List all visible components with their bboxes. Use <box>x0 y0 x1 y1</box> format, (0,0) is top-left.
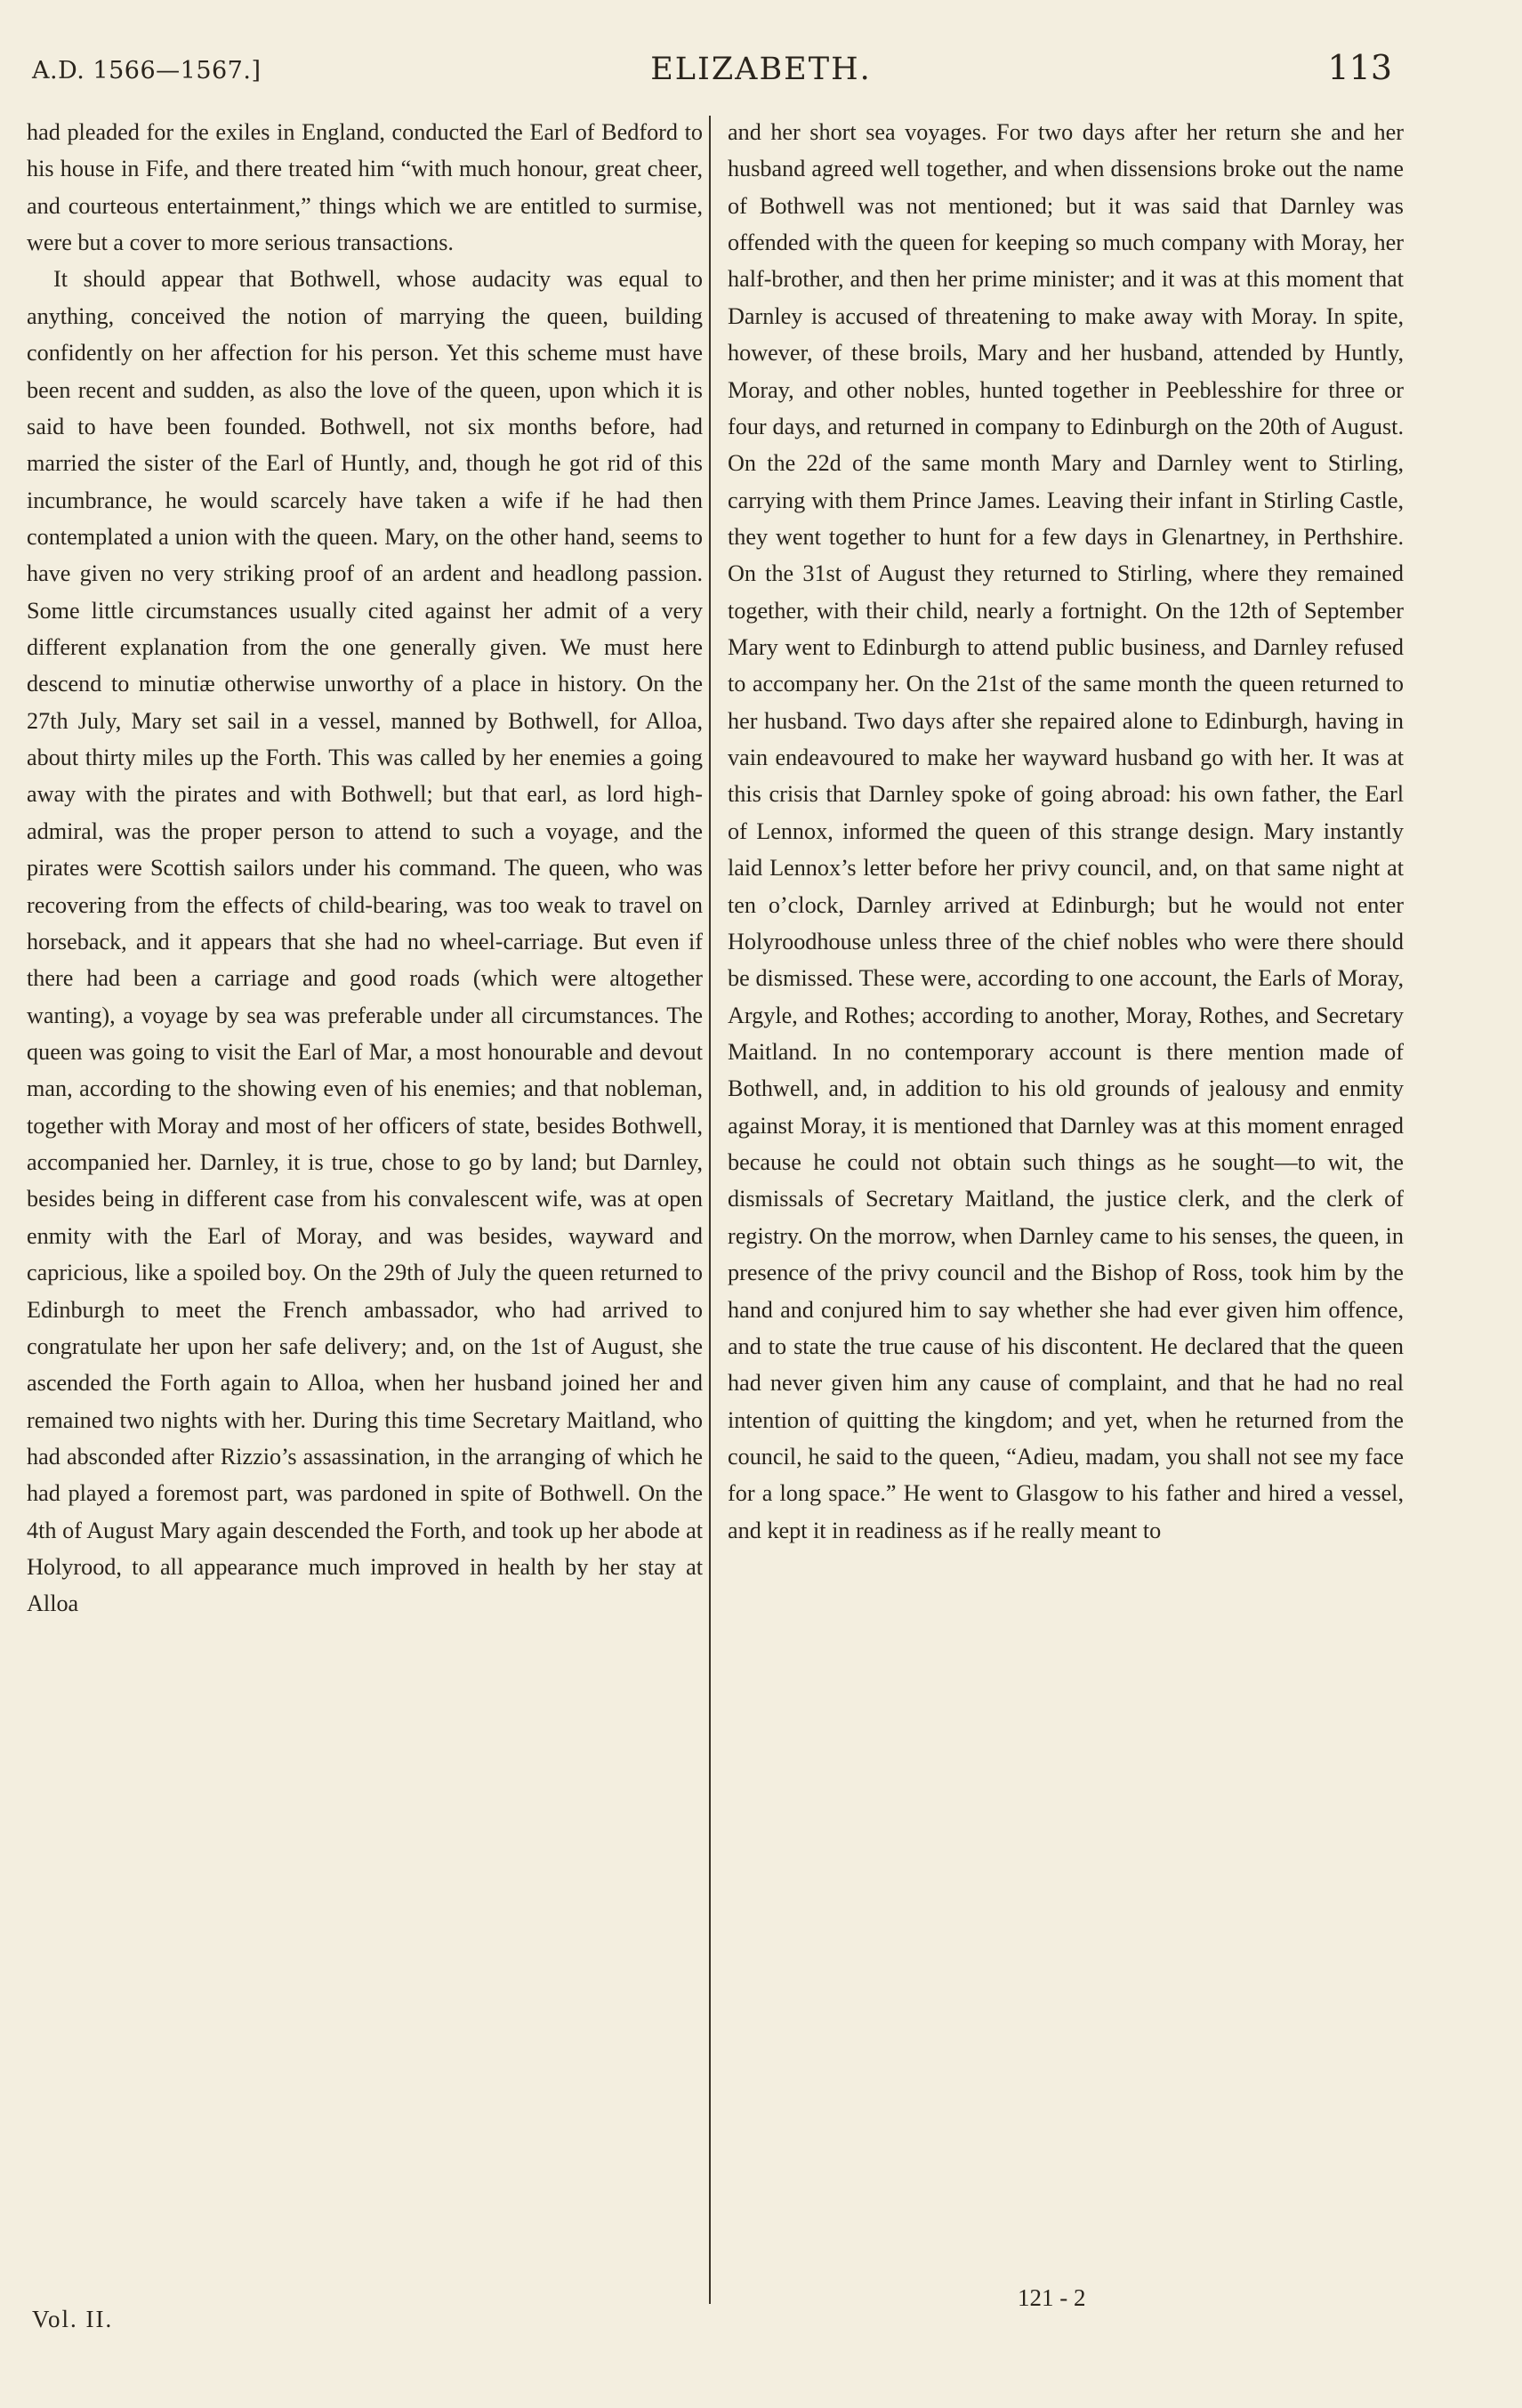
page-number: 113 <box>1327 48 1392 87</box>
left-column <box>27 114 703 2320</box>
paragraph: had pleaded for the exiles in England, conducted the Earl of Bedford to his house in Fife, and there treated him “with much honour, great cheer, and courteous entertainment,” things which we are entitled to surmise, were but a cover to more serious transactions. <box>27 119 703 256</box>
right-column <box>728 114 1404 2320</box>
paragraph: It should appear that Bothwell, whose audacity was equal to anything, conceived the notion of marrying the queen, building confidently on her affection for his person. Yet this scheme must have been recent and sudden, as also the love of the queen, upon which it is said to have been founded. Bothwell, not six months before, had married the sister of the Earl of Huntly, and, though he got rid of this incumbrance, he would scarcely have taken a wife if he had then contemplated a union with the queen. Mary, on the other hand, seems to have given no very striking proof of an ardent and headlong passion. Some little circumstances usually cited against her admit of a very different explanation from the one generally given. We must here descend to minutiæ otherwise unworthy of a place in history. On the 27th July, Mary set sail in a vessel, manned by Bothwell, for Alloa, about thirty miles up the Forth. This was called by her enemies a going away with the pirates and with Bothwell; but that earl, as lord high-admiral, was the proper person to attend to such a voyage, and the pirates were Scottish sailors under his command. The queen, who was recovering from the effects of child-bearing, was too weak to travel on horseback, and it appears that she had no wheel-carriage. But even if there had been a carriage and good roads (which were altogether wanting), a voyage by sea was preferable under all circumstances. The queen was going to visit the Earl of Mar, a most honourable and devout man, according to the showing even of his enemies; and that nobleman, together with Moray and most of her officers of state, besides Bothwell, accompanied her. Darnley, it is true, chose to go by land; but Darnley, besides being in different case from his convalescent wife, was at open enmity with the Earl of Moray, and was besides, wayward and capricious, like a spoiled boy. On the 29th of July the queen returned to Edinburgh to meet the French ambassador, who had arrived to congratulate her upon her safe delivery; and, on the 1st of August, she ascended the Forth again to Alloa, when her husband joined her and remained two nights with her. During this time Secretary Maitland, who had absconded after Rizzio’s assassination, in the arranging of which he had played a foremost part, was pardoned in spite of Bothwell. On the 4th of August Mary again descended the Forth, and took up her abode at Holyrood, to all appearance much improved in health by her stay at Alloa <box>27 266 703 1617</box>
volume-mark: Vol. II. <box>32 2306 114 2332</box>
header-dates: A.D. 1566—1567.] <box>32 57 262 85</box>
signature-mark: 121 - 2 <box>1018 2284 1086 2311</box>
running-header <box>0 48 1522 91</box>
paragraph: and her short sea voyages. For two days after her return she and her husband agreed well together, and when dissensions broke out the name of Bothwell was not mentioned; but it was said that Darnley was offended with the queen for keeping so much company with Moray, her half-brother, and then her prime minister; and it was at this moment that Darnley is accused of threatening to make away with Moray. In spite, however, of these broils, Mary and her husband, attended by Huntly, Moray, and other nobles, hunted together in Peeblesshire for three or four days, and returned in company to Edinburgh on the 20th of August. On the 22d of the same month Mary and Darnley went to Stirling, carrying with them Prince James. Leaving their infant in Stirling Castle, they went together to hunt for a few days in Glenartney, in Perthshire. On the 31st of August they returned to Stirling, where they remained together, with their child, nearly a fortnight. On the 12th of September Mary went to Edinburgh to attend public business, and Darnley refused to accompany her. On the 21st of the same month the queen returned to her husband. Two days after she repaired alone to Edinburgh, having in vain endeavoured to make her wayward husband go with her. It was at this crisis that Darnley spoke of going abroad: his own father, the Earl of Lennox, informed the queen of this strange design. Mary instantly laid Lennox’s letter before her privy council, and, on that same night at ten o’clock, Darnley arrived at Edinburgh; but he would not enter Holyroodhouse unless three of the chief nobles who were there should be dismissed. These were, according to one account, the Earls of Moray, Argyle, and Rothes; according to another, Moray, Rothes, and Secretary Maitland. In no contemporary account is there mention made of Bothwell, and, in addition to his old grounds of jealousy and enmity against Moray, it is mentioned that Darnley was at this moment enraged because he could not obtain such things as he sought—to wit, the dismissals of Secretary Maitland, the justice clerk, and the clerk of registry. On the morrow, when Darnley came to his senses, the queen, in presence of the privy council and the Bishop of Ross, took him by the hand and conjured him to say whether she had ever given him offence, and to state the true cause of his discontent. He declared that the queen had never given him any cause of complaint, and that he had no real intention of quitting the kingdom; and yet, when he returned from the council, he said to the queen, “Adieu, madam, you shall not see my face for a long space.” He went to Glasgow to his father and hired a vessel, and kept it in readiness as if he really meant to <box>728 119 1404 1543</box>
header-title: ELIZABETH. <box>650 52 872 87</box>
column-divider <box>709 116 711 2304</box>
